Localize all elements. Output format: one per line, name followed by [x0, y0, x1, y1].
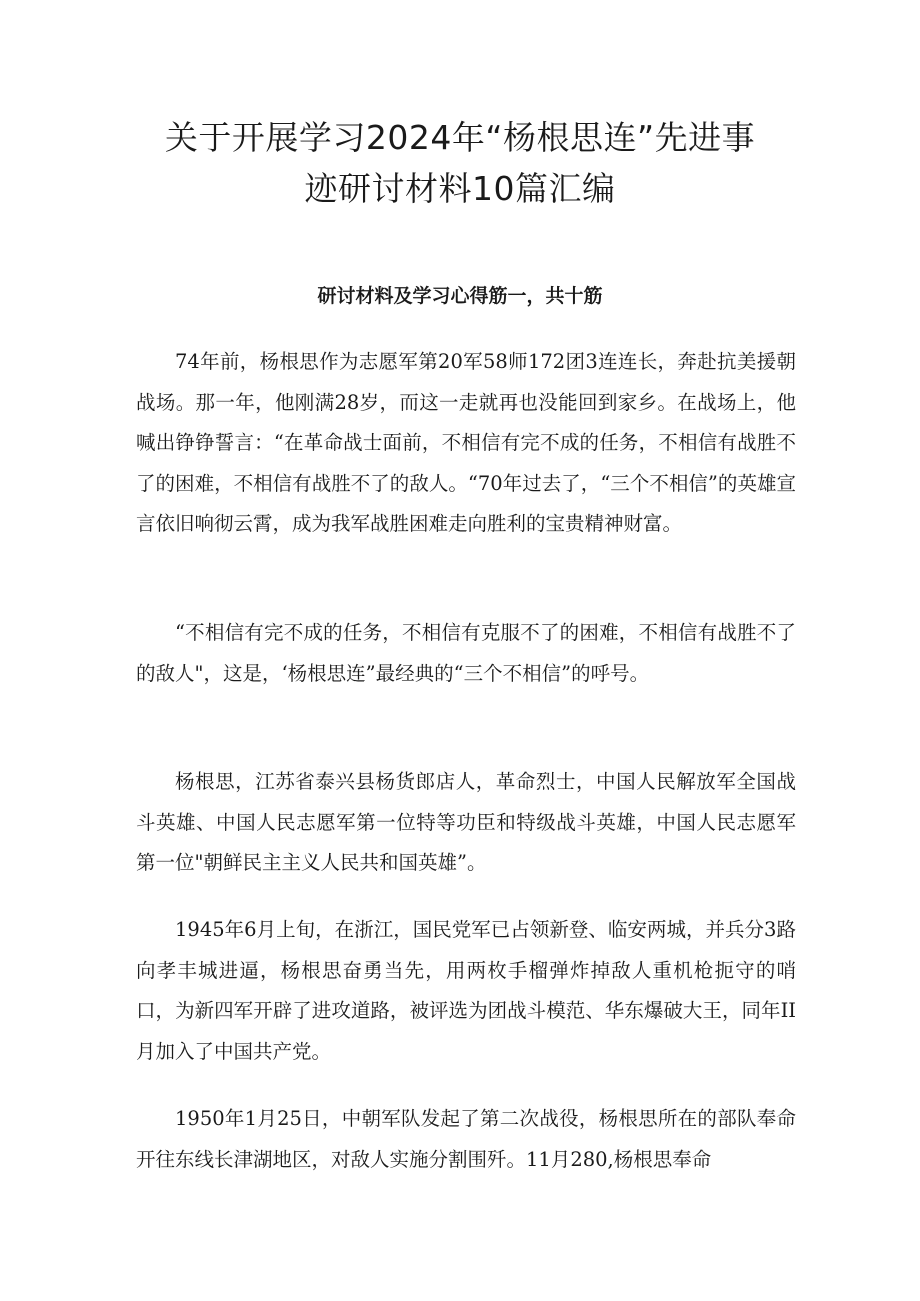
body-paragraph: 1945年6月上旬，在浙江，国民党军已占领新登、临安两城，并兵分3路向孝丰城进逼，杨根思奋勇当先，用两枚手榴弹炸掉敌人重机枪扼守的哨口，为新四军开辟了进攻道路，被评选为团战斗模范、华东爆破大王，同年II月加入了中国共产党。 — [136, 918, 796, 1063]
title-line-2: 迹研讨材料10篇汇编 — [304, 169, 616, 208]
body-paragraph: 杨根思，江苏省泰兴县杨货郎店人，革命烈士，中国人民解放军全国战斗英雄、中国人民志愿军第一位特等功臣和特级战斗英雄，中国人民志愿军第一位"朝鲜民主主义人民共和国英雄”。 — [136, 770, 796, 874]
body-paragraph: 74年前，杨根思作为志愿军第20军58师172团3连连长，奔赴抗美援朝战场。那一年，他刚满28岁，而这一走就再也没能回到家乡。在战场上，他喊出铮铮誓言：“在革命战士面前，不相信有完不成的任务，不相信有战胜不了的困难，不相信有战胜不了的敌人。“70年过去了，“三个不相信”的英雄宣言依旧响彻云霄，成为我军战胜困难走向胜利的宝贵精神财富。 — [136, 350, 796, 535]
title-line-1: 关于开展学习2024年“杨根思连”先进事 — [164, 118, 756, 157]
body-paragraph: 1950年1月25日，中朝军队发起了第二次战役，杨根思所在的部队奉命开往东线长津湖地区，对敌人实施分割围歼。11月280,杨根思奉命 — [136, 1107, 796, 1171]
section-subtitle: 研讨材料及学习心得筋一，共十筋 — [317, 285, 603, 307]
body-paragraph: “不相信有完不成的任务，不相信有克服不了的困难，不相信有战胜不了的敌人"，这是，‘杨根思连”最经典的“三个不相信”的呼号。 — [136, 621, 796, 685]
document-title — [120, 112, 800, 214]
